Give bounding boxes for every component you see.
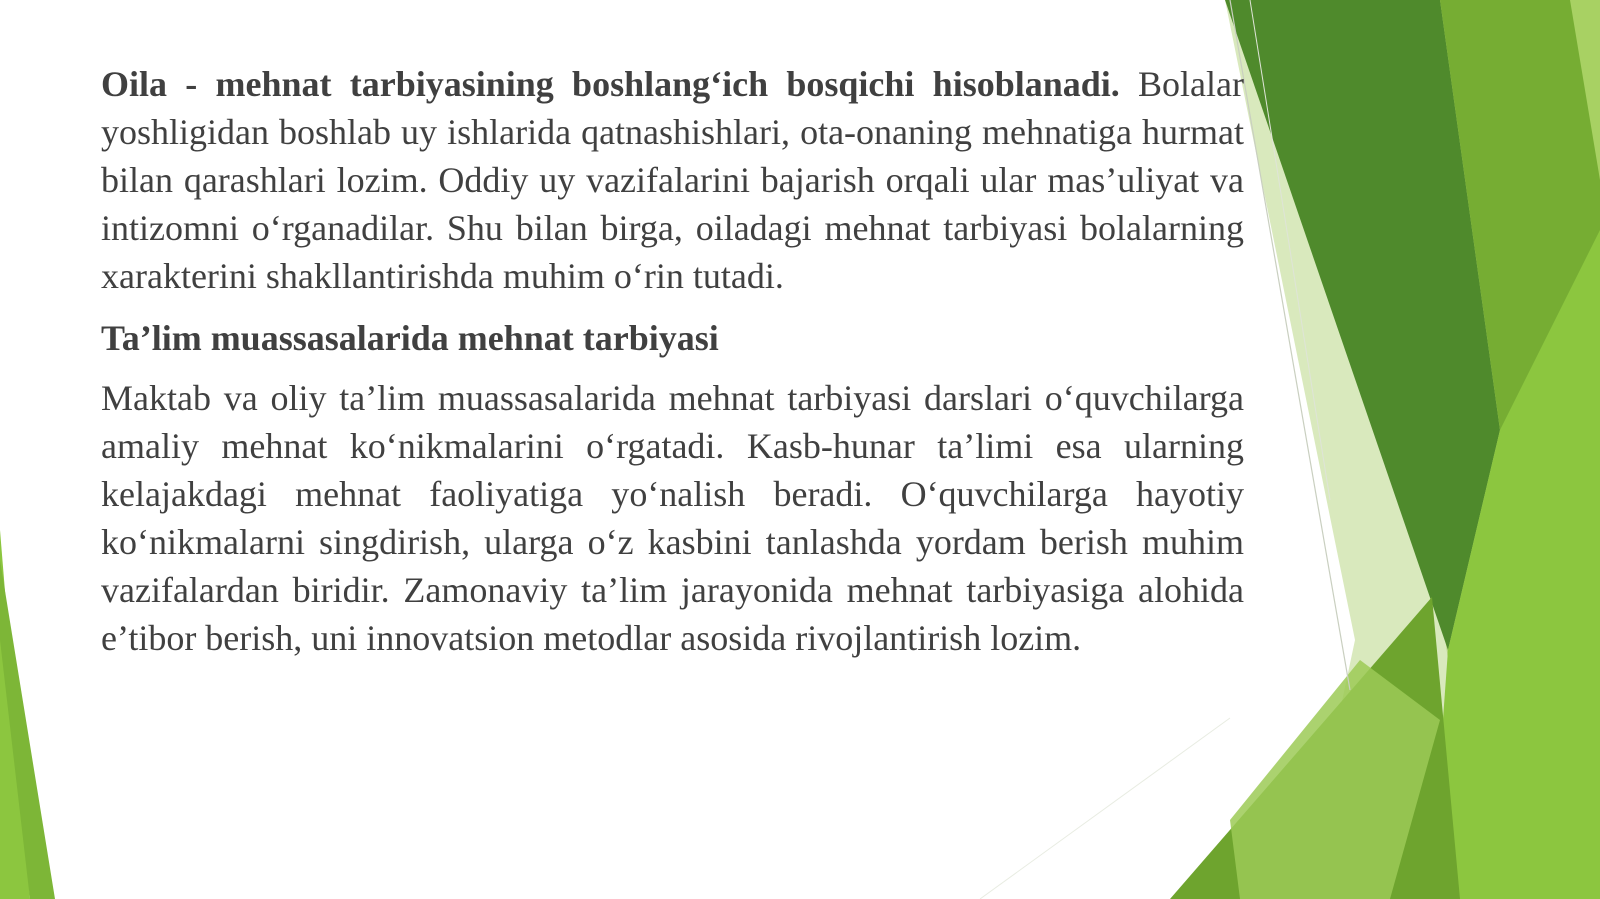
slide-content bbox=[101, 60, 1244, 662]
family-labor-body: Bolalar yoshligidan boshlab uy ishlarida qatnashishlari, ota-onaning mehnatiga hurmat bilan qarashlari lozim. Oddiy uy vazifalarini bajarish orqali ular mas’uliyat va intizomni o‘rganadilar. Shu bilan birga, oiladagi mehnat tarbiyasi bolalarning xarakterini shakllantirishda muhim o‘rin tutadi. bbox=[101, 64, 1244, 296]
family-labor-paragraph bbox=[101, 60, 1244, 300]
thin-line-3 bbox=[980, 718, 1230, 899]
family-labor-lead: Oila - mehnat tarbiyasining boshlang‘ich bosqichi hisoblanadi. bbox=[101, 64, 1120, 104]
section-heading: Ta’lim muassasalarida mehnat tarbiyasi bbox=[101, 318, 719, 358]
education-labor-paragraph: Maktab va oliy ta’lim muassasalarida mehnat tarbiyasi darslari o‘quvchilarga amaliy mehnat ko‘nikmalarini o‘rgatadi. Kasb-hunar ta’limi esa ularning kelajakdagi mehnat faoliyatiga yo‘nalish beradi. O‘quvchilarga hayotiy ko‘nikmalarni singdirish, ularga o‘z kasbini tanlashda yordam berish muhim vazifalardan biridir. Zamonaviy ta’lim jarayonida mehnat tarbiyasiga alohida e’tibor berish, uni innovatsion metodlar asosida rivojlantirish lozim. bbox=[101, 378, 1244, 658]
